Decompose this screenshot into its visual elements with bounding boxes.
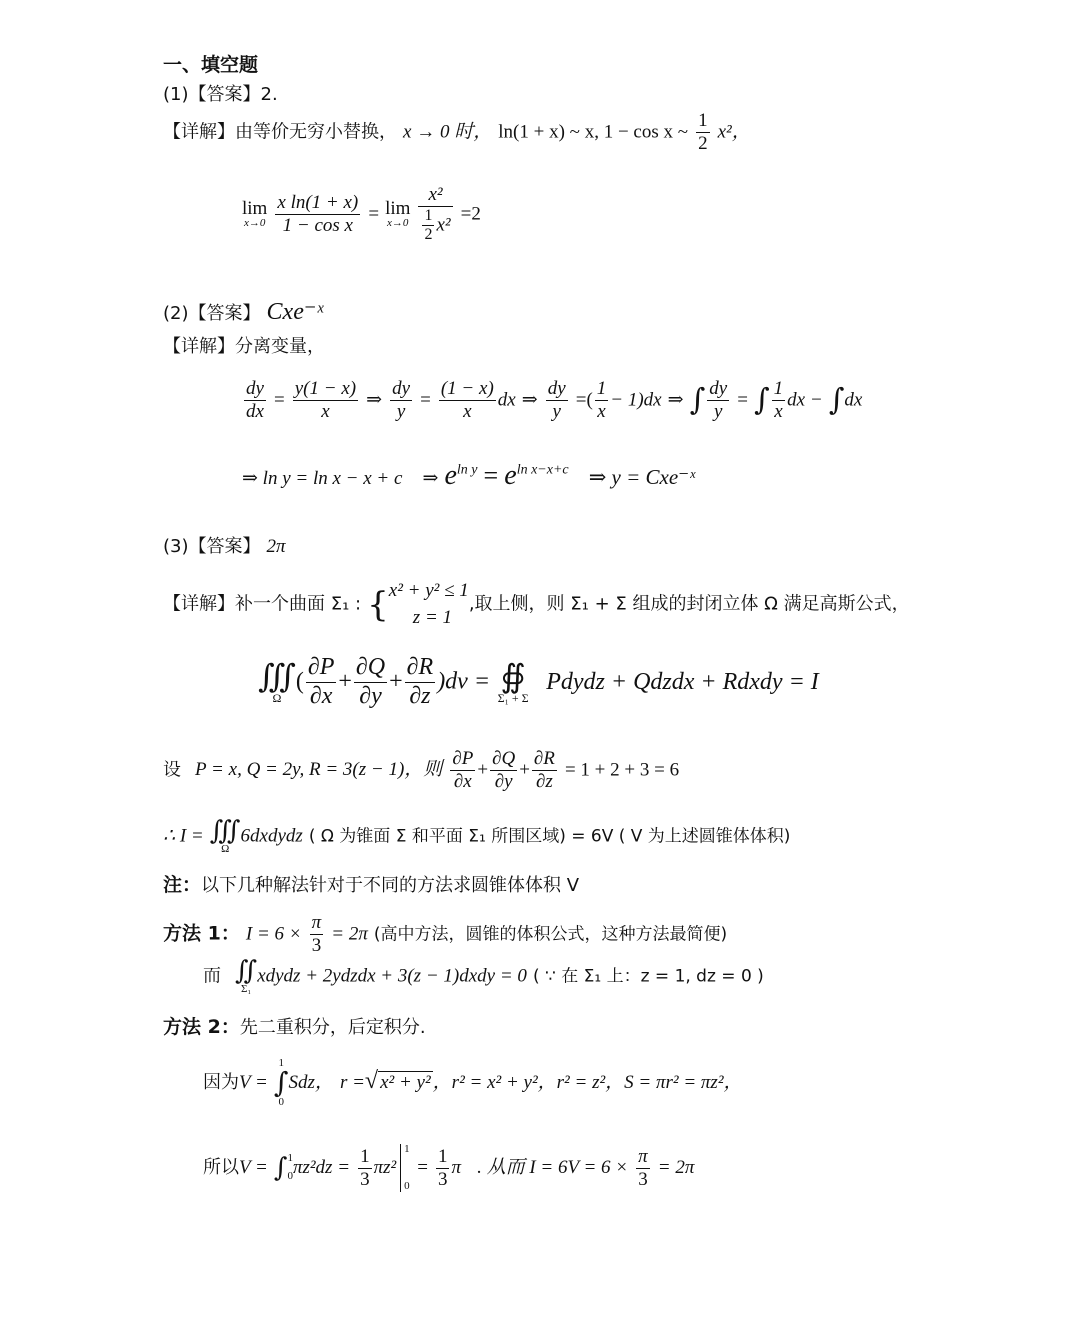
method2-text: 先二重积分，后定积分. bbox=[239, 1017, 426, 1038]
method2-third: $\frac{1}{3}$ bbox=[360, 1145, 370, 1190]
q3-dv: )dv = bbox=[437, 668, 491, 695]
integral-sign: ∫ bbox=[689, 382, 706, 418]
q3-note-label: 注： bbox=[163, 874, 202, 896]
q3-frac-r: $\frac{\partial R}{\partial z}$ bbox=[406, 654, 434, 709]
q1-half-num: 1 bbox=[698, 110, 708, 131]
q1-detail-cond: x → 0 时， bbox=[403, 121, 493, 143]
q2-frac-d: $\frac{(1 - x)}{x}$ bbox=[440, 378, 494, 422]
q3-gauss-equation: ∭ Ω ( $\frac{\partial P}{\partial x}$ + $\frac{\partial Q}{\partial y}$ + $\frac{\partial R}{\partial z}$ )dv = ∯ Σ₁ + Σ Pdydz + Qdzdx + Rdxdy = I bbox=[258, 654, 819, 709]
method2-sdz: Sdz， bbox=[288, 1072, 334, 1093]
method2-so-prefix: 所以 bbox=[203, 1157, 239, 1178]
q1-half-den: 2 bbox=[698, 132, 708, 154]
q2-frac-h: $\frac{1}{x}$ bbox=[773, 378, 784, 422]
method2-pi-after: π bbox=[451, 1157, 462, 1178]
q3-therefore-body: 6dxdydz bbox=[240, 825, 303, 847]
q2-dx-minus: dx − bbox=[787, 389, 823, 411]
method1-pi-over-3: $\frac{\pi}{3}$ bbox=[311, 912, 322, 956]
q2-frac-c: $\frac{dy}{y}$ bbox=[392, 378, 411, 422]
definite-integral: 1 ∫ 0 bbox=[273, 1057, 289, 1108]
method2-int2-limits: 1 0 bbox=[287, 1152, 293, 1182]
q2-int-dx: dx bbox=[844, 389, 863, 411]
double-integral: ∬ Σ₁ bbox=[235, 956, 258, 995]
q1-detail-equiv: ln(1 + x) ~ x, 1 − cos x ~ bbox=[498, 121, 689, 143]
q1-x2: x²， bbox=[717, 121, 751, 143]
method1-eq-post: = 2π bbox=[331, 923, 368, 945]
q3-therefore-note: ( Ω 为锥面 Σ 和平面 Σ₁ 所围区域) = 6V ( V 为上述圆锥体体积) bbox=[308, 826, 791, 847]
method2-pi-over-3: $\frac{\pi}{3}$ bbox=[638, 1145, 648, 1190]
q2-answer-label: (2)【答案】 bbox=[163, 303, 261, 324]
q2-log-equation: ⇒ ln y = ln x − x + c ⇒ $e^{ln y} = e^{ln x-x+c}$ ⇒ y = Cxe⁻ˣ bbox=[242, 460, 696, 491]
method1-comment: (高中方法，圆锥的体积公式，这种方法最简便) bbox=[373, 924, 728, 945]
method2-label: 方法 2： bbox=[163, 1016, 240, 1038]
evaluation-bar: 1 0 bbox=[400, 1144, 411, 1192]
method2-eq-third: = bbox=[417, 1157, 428, 1178]
method2-volume-line bbox=[203, 1058, 743, 1108]
q3-set-line: 设 P = x, Q = 2y, R = 3(z − 1)，则 $\frac{\partial P}{\partial x}$ + $\frac{\partial Q}{\partial y}$ + $\frac{\partial R}{\partial z}$ = 1 + 2 + 3 = 6 bbox=[163, 748, 680, 792]
q1-detail-intro: 【详解】由等价无穷小替换， bbox=[163, 121, 397, 143]
method1-because: ( ∵ 在 Σ₁ 上：z = 1, dz = 0 ) bbox=[532, 966, 764, 987]
q1-equals: = bbox=[368, 203, 380, 225]
q3-set-sum: = 1 + 2 + 3 = 6 bbox=[564, 759, 680, 781]
q2-final: ⇒ y = Cxe⁻ˣ bbox=[588, 465, 696, 489]
method2-final: = 2π bbox=[657, 1157, 695, 1178]
q2-ln-line: ⇒ ln y = ln x − x + c bbox=[242, 468, 403, 489]
q2-dx: dx bbox=[497, 389, 516, 411]
q1-half-fraction bbox=[696, 110, 710, 155]
q1-fraction-2: x² $\frac{1}{2}$ x² bbox=[418, 184, 452, 245]
triple-integral: ∭ Ω bbox=[258, 657, 296, 706]
q1-answer: (1)【答案】2. bbox=[163, 84, 278, 105]
q3-set-frac-q: $\frac{\partial Q}{\partial y}$ bbox=[492, 748, 516, 792]
q3-set-prefix: 设 bbox=[163, 759, 181, 781]
q3-frac-p: $\frac{\partial P}{\partial x}$ bbox=[307, 654, 335, 709]
q3-answer-label: (3)【答案】 bbox=[163, 536, 261, 557]
q2-answer-line bbox=[163, 300, 323, 324]
q1-lim-2: lim x→0 bbox=[385, 198, 411, 230]
q2-frac-g: $\frac{dy}{y}$ bbox=[709, 378, 728, 422]
section-title: 一、填空题 bbox=[163, 54, 259, 76]
method2-because-prefix: 因为 bbox=[203, 1072, 239, 1093]
sqrt-icon: √ bbox=[364, 1068, 379, 1094]
integral-sign: ∫ bbox=[754, 382, 770, 418]
q3-note-line bbox=[163, 876, 579, 895]
q3-detail-line bbox=[163, 578, 910, 631]
q1-fraction-2-den: $\frac{1}{2}$ x² bbox=[424, 206, 451, 244]
method1-label: 方法 1： bbox=[163, 922, 240, 945]
triple-integral-icon: ∭ bbox=[258, 657, 296, 696]
triple-integral-small: ∭ Ω bbox=[209, 816, 241, 855]
method2-r-eq: r = bbox=[339, 1072, 365, 1093]
method1-and: 而 bbox=[203, 965, 221, 987]
q3-therefore-line bbox=[163, 818, 790, 855]
method2-line bbox=[163, 1018, 426, 1037]
integral-icon: ∫ bbox=[273, 1066, 289, 1099]
q3-detail-intro: 【详解】补一个曲面 Σ₁ : bbox=[163, 593, 362, 615]
method2-v2-eq: V = bbox=[239, 1157, 268, 1178]
q2-answer-value: Cxe⁻ˣ bbox=[266, 299, 324, 325]
method2-r2-eq: ，r² = x² + y²，r² = z²，S = πr² = πz²， bbox=[432, 1072, 743, 1093]
q1-lim-1: lim x→0 bbox=[242, 198, 268, 230]
q2-frac-f: $\frac{1}{x}$ bbox=[596, 378, 607, 422]
q2-separation-equation: $\frac{dy}{dx}$ = $\frac{y(1 - x)}{x}$ ⇒ $\frac{dy}{y}$ = $\frac{(1 - x)}{x}$ dx ⇒ $\frac{dy}{y}$ =( $\frac{1}{x}$ − 1)dx ⇒ ∫ $\frac{dy}{y}$ = ∫ $\frac{1}{x}$ dx − ∫dx bbox=[246, 378, 863, 422]
q2-open-paren: ( bbox=[586, 389, 593, 411]
q2-exp-lhs: $e^{ln y}$ bbox=[444, 460, 478, 491]
method1-line bbox=[163, 912, 727, 957]
q3-set-frac-r: $\frac{\partial R}{\partial z}$ bbox=[533, 748, 555, 792]
method2-v-eq: V = bbox=[239, 1072, 268, 1093]
q2-minus-one-dx: − 1)dx bbox=[610, 389, 662, 411]
q3-set-defs: P = x, Q = 2y, R = 3(z − 1)，则 bbox=[195, 759, 443, 781]
double-integral-icon: ∬ bbox=[235, 956, 258, 986]
q2-frac-b: $\frac{y(1 - x)}{x}$ bbox=[294, 378, 357, 422]
method2-final-line bbox=[203, 1144, 694, 1192]
q3-set-frac-p: $\frac{\partial P}{\partial x}$ bbox=[452, 748, 474, 792]
q3-frac-q: $\frac{\partial Q}{\partial y}$ bbox=[355, 654, 386, 709]
q3-answer-value: 2π bbox=[266, 536, 286, 557]
q3-answer-line bbox=[163, 537, 286, 556]
q1-detail-line bbox=[163, 110, 751, 155]
q2-exp-rhs: $e^{ln x-x+c}$ bbox=[504, 460, 569, 491]
closed-surface-integral: ∯ Σ₁ + Σ bbox=[497, 657, 529, 706]
method1-surface-body: xdydz + 2ydzdx + 3(z − 1)dxdy = 0 bbox=[257, 965, 527, 987]
surface-integral-icon: ∯ bbox=[500, 657, 526, 696]
q2-frac-a: $\frac{dy}{dx}$ bbox=[246, 378, 264, 422]
triple-integral-icon: ∭ bbox=[209, 816, 241, 846]
integral-icon: ∫ bbox=[273, 1153, 288, 1183]
method1-surface-line bbox=[203, 958, 764, 995]
q3-cases: x² + y² ≤ 1 z = 1 bbox=[388, 580, 469, 628]
method1-eq-pre: I = 6 × bbox=[245, 923, 302, 945]
q1-limit-equation bbox=[242, 184, 481, 245]
method2-sqrt-body: x² + y² bbox=[380, 1072, 431, 1093]
integral-sign: ∫ bbox=[828, 382, 845, 418]
q3-therefore-prefix: ∴ I = bbox=[163, 825, 204, 847]
q3-detail-rest: ,取上侧，则 Σ₁ + Σ 组成的封闭立体 Ω 满足高斯公式， bbox=[468, 593, 910, 615]
method2-third-2: $\frac{1}{3}$ bbox=[437, 1145, 448, 1190]
q1-fraction-1: $\frac{\text{x ln(1 + x)}}{\text{1 − cos x}}$ bbox=[277, 191, 359, 236]
method2-piz2dz: πz²dz = bbox=[292, 1157, 351, 1178]
method2-piz2: πz² bbox=[373, 1157, 397, 1178]
q2-detail: 【详解】分离变量， bbox=[163, 336, 325, 357]
q3-gauss-rhs: Pdydz + Qdzdx + Rdxdy = I bbox=[546, 668, 819, 695]
q1-result: =2 bbox=[460, 203, 481, 225]
brace-icon: { bbox=[367, 584, 389, 625]
q2-frac-e: $\frac{dy}{y}$ bbox=[547, 378, 566, 422]
q3-note-text: 以下几种解法针对于不同的方法求圆锥体体积 V bbox=[201, 875, 580, 896]
method2-conclusion: . 从而 I = 6V = 6 × bbox=[477, 1157, 629, 1178]
